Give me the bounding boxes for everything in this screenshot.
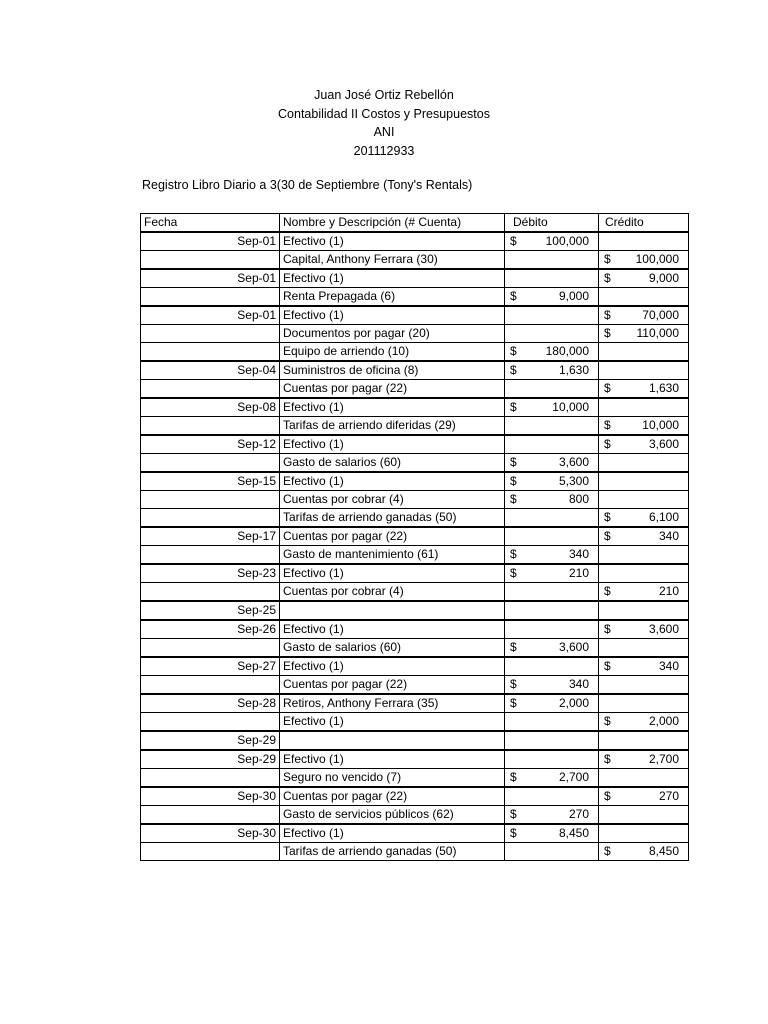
table-row xyxy=(141,380,689,399)
table-row xyxy=(141,731,689,750)
entry-debit xyxy=(505,306,599,325)
entry-description: Suministros de oficina (8) xyxy=(280,361,505,380)
entry-description: Efectivo (1) xyxy=(280,824,505,843)
entry-credit xyxy=(599,787,689,806)
entry-debit xyxy=(505,601,599,620)
entry-credit xyxy=(599,564,689,583)
entry-description: Tarifas de arriendo ganadas (50) xyxy=(280,509,505,528)
entry-credit xyxy=(599,583,689,602)
entry-debit xyxy=(505,288,599,307)
table-row xyxy=(141,472,689,491)
entry-debit xyxy=(505,750,599,769)
entry-date: Sep-01 xyxy=(141,269,280,288)
entry-description: Gasto de salarios (60) xyxy=(280,639,505,658)
entry-date: Sep-27 xyxy=(141,657,280,676)
entry-description: Equipo de arriendo (10) xyxy=(280,343,505,362)
entry-description: Cuentas por pagar (22) xyxy=(280,527,505,546)
entry-debit xyxy=(505,564,599,583)
table-row xyxy=(141,527,689,546)
entry-debit xyxy=(505,232,599,251)
table-row xyxy=(141,657,689,676)
entry-debit xyxy=(505,269,599,288)
entry-debit xyxy=(505,343,599,362)
currency-symbol: $ xyxy=(510,807,517,821)
entry-credit xyxy=(599,713,689,732)
credit-amount: 6,100 xyxy=(648,510,679,524)
credit-amount: 2,000 xyxy=(648,714,679,728)
entry-credit xyxy=(599,676,689,695)
entry-credit xyxy=(599,731,689,750)
table-row xyxy=(141,491,689,509)
table-row xyxy=(141,694,689,713)
currency-symbol: $ xyxy=(510,566,517,580)
entry-credit xyxy=(599,491,689,509)
currency-symbol: $ xyxy=(510,234,517,248)
credit-amount: 110,000 xyxy=(636,326,679,340)
entry-date xyxy=(141,769,280,788)
entry-credit xyxy=(599,361,689,380)
currency-symbol: $ xyxy=(510,826,517,840)
entry-debit xyxy=(505,509,599,528)
entry-description: Efectivo (1) xyxy=(280,306,505,325)
entry-description: Capital, Anthony Ferrara (30) xyxy=(280,251,505,270)
entry-description: Efectivo (1) xyxy=(280,232,505,251)
entry-date: Sep-12 xyxy=(141,435,280,454)
entry-credit xyxy=(599,824,689,843)
currency-symbol: $ xyxy=(604,714,611,728)
entry-description: Cuentas por pagar (22) xyxy=(280,676,505,695)
entry-debit xyxy=(505,583,599,602)
entry-debit xyxy=(505,843,599,861)
entry-date: Sep-01 xyxy=(141,232,280,251)
table-row xyxy=(141,435,689,454)
entry-debit xyxy=(505,694,599,713)
table-row xyxy=(141,417,689,436)
currency-symbol: $ xyxy=(510,344,517,358)
entry-date xyxy=(141,843,280,861)
entry-credit xyxy=(599,806,689,825)
entry-credit xyxy=(599,694,689,713)
currency-symbol: $ xyxy=(604,584,611,598)
entry-description: Efectivo (1) xyxy=(280,472,505,491)
currency-symbol: $ xyxy=(604,622,611,636)
entry-date xyxy=(141,806,280,825)
entry-date xyxy=(141,417,280,436)
entry-date: Sep-30 xyxy=(141,787,280,806)
debit-amount: 2,700 xyxy=(558,770,589,784)
credit-amount: 9,000 xyxy=(648,271,679,285)
debit-amount: 1,630 xyxy=(558,363,589,377)
currency-symbol: $ xyxy=(510,455,517,469)
debit-amount: 340 xyxy=(568,547,589,561)
entry-debit xyxy=(505,657,599,676)
table-row xyxy=(141,288,689,307)
author-name: Juan José Ortiz Rebellón xyxy=(314,88,454,102)
entry-credit xyxy=(599,306,689,325)
ledger-subtitle: Registro Libro Diario a 3(30 de Septiembre (Tony's Rentals) xyxy=(142,178,473,192)
entry-debit xyxy=(505,546,599,565)
entry-debit xyxy=(505,435,599,454)
entry-description: Gasto de mantenimiento (61) xyxy=(280,546,505,565)
currency-symbol: $ xyxy=(604,437,611,451)
header-date: Fecha xyxy=(141,214,280,233)
entry-date: Sep-29 xyxy=(141,731,280,750)
entry-date xyxy=(141,639,280,658)
entry-debit xyxy=(505,417,599,436)
entry-date: Sep-26 xyxy=(141,620,280,639)
currency-symbol: $ xyxy=(604,844,611,858)
header-debit: Débito xyxy=(505,214,599,233)
currency-symbol: $ xyxy=(604,510,611,524)
table-row xyxy=(141,787,689,806)
entry-debit xyxy=(505,251,599,270)
table-row xyxy=(141,251,689,270)
debit-amount: 340 xyxy=(568,677,589,691)
debit-amount: 210 xyxy=(568,566,589,580)
entry-description: Tarifas de arriendo diferidas (29) xyxy=(280,417,505,436)
credit-amount: 3,600 xyxy=(648,622,679,636)
debit-amount: 3,600 xyxy=(558,640,589,654)
entry-credit xyxy=(599,380,689,399)
credit-amount: 8,450 xyxy=(648,844,679,858)
currency-symbol: $ xyxy=(510,677,517,691)
entry-description: Gasto de salarios (60) xyxy=(280,454,505,473)
currency-symbol: $ xyxy=(510,289,517,303)
currency-symbol: $ xyxy=(604,752,611,766)
credit-amount: 10,000 xyxy=(642,418,679,432)
entry-description: Documentos por pagar (20) xyxy=(280,325,505,343)
entry-credit xyxy=(599,509,689,528)
journal-body xyxy=(141,232,689,861)
entry-credit xyxy=(599,750,689,769)
entry-credit xyxy=(599,343,689,362)
entry-debit xyxy=(505,380,599,399)
entry-credit xyxy=(599,546,689,565)
entry-debit xyxy=(505,325,599,343)
entry-debit xyxy=(505,824,599,843)
table-row xyxy=(141,676,689,695)
entry-date: Sep-29 xyxy=(141,750,280,769)
table-row xyxy=(141,361,689,380)
currency-symbol: $ xyxy=(604,252,611,266)
currency-symbol: $ xyxy=(510,640,517,654)
entry-credit xyxy=(599,620,689,639)
entry-credit xyxy=(599,843,689,861)
entry-credit xyxy=(599,398,689,417)
entry-description: Efectivo (1) xyxy=(280,713,505,732)
table-row xyxy=(141,269,689,288)
debit-amount: 100,000 xyxy=(545,234,589,248)
table-row xyxy=(141,583,689,602)
entry-debit xyxy=(505,620,599,639)
table-row xyxy=(141,509,689,528)
currency-symbol: $ xyxy=(604,529,611,543)
entry-date xyxy=(141,676,280,695)
table-row xyxy=(141,232,689,251)
entry-description: Tarifas de arriendo ganadas (50) xyxy=(280,843,505,861)
entry-date: Sep-15 xyxy=(141,472,280,491)
entry-description: Efectivo (1) xyxy=(280,750,505,769)
entry-date: Sep-01 xyxy=(141,306,280,325)
entry-debit xyxy=(505,731,599,750)
entry-description: Efectivo (1) xyxy=(280,435,505,454)
entry-description: Cuentas por cobrar (4) xyxy=(280,491,505,509)
entry-date: Sep-28 xyxy=(141,694,280,713)
entry-credit xyxy=(599,601,689,620)
entry-description: Cuentas por pagar (22) xyxy=(280,380,505,399)
entry-credit xyxy=(599,657,689,676)
currency-symbol: $ xyxy=(604,271,611,285)
debit-amount: 180,000 xyxy=(545,344,589,358)
entry-description: Efectivo (1) xyxy=(280,398,505,417)
entry-date xyxy=(141,713,280,732)
header-credit: Crédito xyxy=(599,214,689,233)
entry-description: Efectivo (1) xyxy=(280,269,505,288)
debit-amount: 270 xyxy=(568,807,589,821)
entry-date: Sep-30 xyxy=(141,824,280,843)
entry-debit xyxy=(505,472,599,491)
currency-symbol: $ xyxy=(510,492,517,506)
document-header xyxy=(0,86,768,160)
entry-credit xyxy=(599,639,689,658)
credit-amount: 270 xyxy=(658,789,679,803)
table-row xyxy=(141,306,689,325)
debit-amount: 3,600 xyxy=(558,455,589,469)
table-header-row xyxy=(141,214,689,233)
entry-debit xyxy=(505,527,599,546)
table-row xyxy=(141,546,689,565)
entry-credit xyxy=(599,435,689,454)
entry-debit xyxy=(505,361,599,380)
currency-symbol: $ xyxy=(604,326,611,340)
entry-debit xyxy=(505,769,599,788)
credit-amount: 100,000 xyxy=(635,252,679,266)
entry-debit xyxy=(505,676,599,695)
entry-description xyxy=(280,731,505,750)
currency-symbol: $ xyxy=(604,308,611,322)
entry-date: Sep-23 xyxy=(141,564,280,583)
entry-date: Sep-17 xyxy=(141,527,280,546)
debit-amount: 8,450 xyxy=(558,826,589,840)
table-row xyxy=(141,769,689,788)
debit-amount: 5,300 xyxy=(558,474,589,488)
entry-debit xyxy=(505,713,599,732)
currency-symbol: $ xyxy=(510,474,517,488)
debit-amount: 10,000 xyxy=(552,400,589,414)
table-row xyxy=(141,713,689,732)
table-row xyxy=(141,639,689,658)
entry-date: Sep-25 xyxy=(141,601,280,620)
debit-amount: 9,000 xyxy=(558,289,589,303)
entry-credit xyxy=(599,472,689,491)
credit-amount: 3,600 xyxy=(648,437,679,451)
entry-date xyxy=(141,251,280,270)
currency-symbol: $ xyxy=(510,547,517,561)
entry-date xyxy=(141,491,280,509)
currency-symbol: $ xyxy=(510,770,517,784)
entry-description: Cuentas por pagar (22) xyxy=(280,787,505,806)
entry-credit xyxy=(599,454,689,473)
currency-symbol: $ xyxy=(604,789,611,803)
entry-date xyxy=(141,380,280,399)
table-row xyxy=(141,750,689,769)
entry-credit xyxy=(599,769,689,788)
currency-symbol: $ xyxy=(510,696,517,710)
entry-date: Sep-04 xyxy=(141,361,280,380)
entry-description: Seguro no vencido (7) xyxy=(280,769,505,788)
entry-credit xyxy=(599,417,689,436)
entry-date xyxy=(141,325,280,343)
entry-debit xyxy=(505,454,599,473)
entry-credit xyxy=(599,288,689,307)
course-name: Contabilidad II Costos y Presupuestos xyxy=(278,106,490,121)
table-row xyxy=(141,620,689,639)
table-row xyxy=(141,398,689,417)
table-row xyxy=(141,564,689,583)
debit-amount: 800 xyxy=(568,492,589,506)
entry-description: Retiros, Anthony Ferrara (35) xyxy=(280,694,505,713)
currency-symbol: $ xyxy=(510,400,517,414)
table-row xyxy=(141,601,689,620)
student-id: 201112933 xyxy=(353,143,415,158)
currency-symbol: $ xyxy=(604,659,611,673)
entry-date xyxy=(141,288,280,307)
entry-credit xyxy=(599,251,689,270)
credit-amount: 340 xyxy=(658,659,679,673)
credit-amount: 1,630 xyxy=(648,381,679,395)
entry-debit xyxy=(505,639,599,658)
table-row xyxy=(141,843,689,861)
entry-description: Efectivo (1) xyxy=(280,657,505,676)
entry-date xyxy=(141,454,280,473)
entry-credit xyxy=(599,527,689,546)
table-row xyxy=(141,343,689,362)
entry-date: Sep-08 xyxy=(141,398,280,417)
entry-description: Efectivo (1) xyxy=(280,620,505,639)
credit-amount: 340 xyxy=(658,529,679,543)
entry-description: Efectivo (1) xyxy=(280,564,505,583)
credit-amount: 2,700 xyxy=(648,752,679,766)
table-row xyxy=(141,325,689,343)
currency-symbol: $ xyxy=(510,363,517,377)
table-row xyxy=(141,806,689,825)
entry-credit xyxy=(599,269,689,288)
entry-date xyxy=(141,509,280,528)
debit-amount: 2,000 xyxy=(558,696,589,710)
table-row xyxy=(141,454,689,473)
table-row xyxy=(141,824,689,843)
entry-description: Gasto de servicios públicos (62) xyxy=(280,806,505,825)
credit-amount: 70,000 xyxy=(642,308,679,322)
journal-table xyxy=(140,213,689,861)
entry-debit xyxy=(505,806,599,825)
entry-debit xyxy=(505,398,599,417)
entry-description: Renta Prepagada (6) xyxy=(280,288,505,307)
section-code: ANI xyxy=(373,125,395,139)
currency-symbol: $ xyxy=(604,381,611,395)
entry-credit xyxy=(599,232,689,251)
entry-credit xyxy=(599,325,689,343)
credit-amount: 210 xyxy=(658,584,679,598)
entry-debit xyxy=(505,787,599,806)
entry-date xyxy=(141,343,280,362)
entry-description: Cuentas por cobrar (4) xyxy=(280,583,505,602)
entry-date xyxy=(141,546,280,565)
header-description: Nombre y Descripción (# Cuenta) xyxy=(280,214,505,233)
entry-date xyxy=(141,583,280,602)
entry-description xyxy=(280,601,505,620)
entry-debit xyxy=(505,491,599,509)
currency-symbol: $ xyxy=(604,418,611,432)
